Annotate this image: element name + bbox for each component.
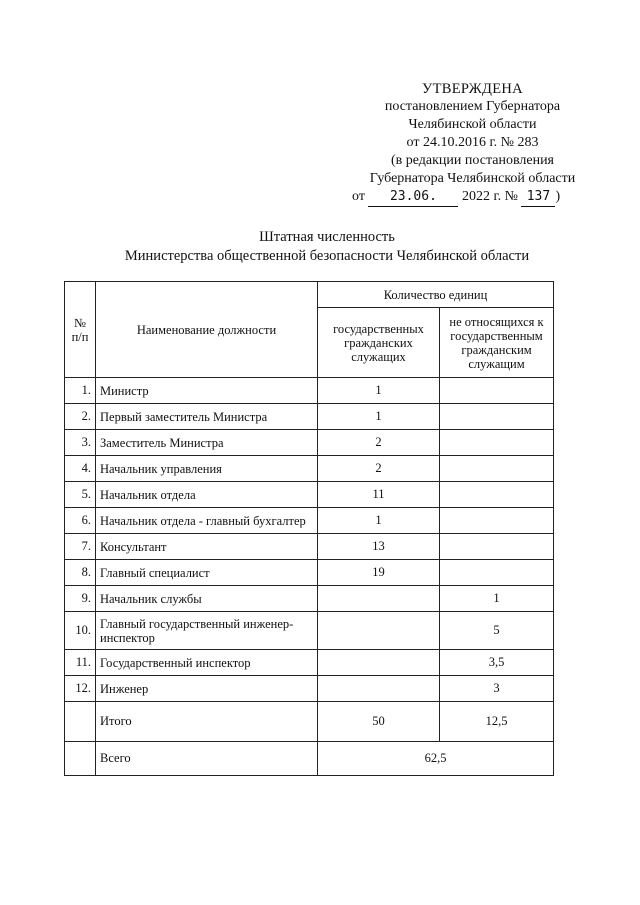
row-civil-count: 11 <box>318 482 440 508</box>
row-civil-count: 2 <box>318 456 440 482</box>
revision-number: 137 <box>521 188 555 207</box>
header-units: Количество единиц <box>318 282 554 308</box>
total-civil: 50 <box>318 702 440 742</box>
grand-total-label: Всего <box>96 742 318 776</box>
table-row <box>65 456 554 482</box>
row-num: 5. <box>65 482 96 508</box>
revision-date-line <box>340 188 605 207</box>
grand-total-row <box>65 742 554 776</box>
table-row <box>65 560 554 586</box>
row-civil-count <box>318 650 440 676</box>
row-non-civil-count <box>440 482 554 508</box>
row-civil-count: 1 <box>318 378 440 404</box>
approval-line: (в редакции постановления <box>390 153 555 168</box>
approval-line: постановлением Губернатора <box>384 99 561 114</box>
table-row <box>65 430 554 456</box>
row-position: Заместитель Министра <box>96 430 318 456</box>
grand-total-num-cell <box>65 742 96 776</box>
row-num: 2. <box>65 404 96 430</box>
row-num: 11. <box>65 650 96 676</box>
row-civil-count: 1 <box>318 404 440 430</box>
row-civil-count: 19 <box>318 560 440 586</box>
row-position: Начальник службы <box>96 586 318 612</box>
date-prefix: от <box>352 189 365 204</box>
total-num-cell <box>65 702 96 742</box>
row-num: 6. <box>65 508 96 534</box>
row-non-civil-count <box>440 456 554 482</box>
row-position: Начальник управления <box>96 456 318 482</box>
title-line-2: Министерства общественной безопасности Челябинской области <box>124 248 530 264</box>
row-position: Начальник отдела <box>96 482 318 508</box>
header-non-civil: не относящихся к государственным гражданским служащим <box>440 308 554 378</box>
table-row <box>65 378 554 404</box>
table-row <box>65 676 554 702</box>
row-non-civil-count <box>440 404 554 430</box>
row-non-civil-count: 3,5 <box>440 650 554 676</box>
row-position: Инженер <box>96 676 318 702</box>
row-civil-count: 2 <box>318 430 440 456</box>
row-num: 9. <box>65 586 96 612</box>
row-civil-count: 13 <box>318 534 440 560</box>
document-title <box>0 228 640 266</box>
row-num: 10. <box>65 612 96 650</box>
close-paren: ) <box>555 189 561 204</box>
approval-line: Челябинской области <box>408 117 537 132</box>
total-row <box>65 702 554 742</box>
row-num: 3. <box>65 430 96 456</box>
table-row <box>65 534 554 560</box>
row-num: 7. <box>65 534 96 560</box>
row-non-civil-count <box>440 430 554 456</box>
row-position: Первый заместитель Министра <box>96 404 318 430</box>
row-num: 8. <box>65 560 96 586</box>
row-non-civil-count <box>440 560 554 586</box>
row-non-civil-count: 5 <box>440 612 554 650</box>
total-non-civil: 12,5 <box>440 702 554 742</box>
row-civil-count <box>318 586 440 612</box>
total-label: Итого <box>96 702 318 742</box>
table-row <box>65 650 554 676</box>
row-position: Министр <box>96 378 318 404</box>
table-row <box>65 482 554 508</box>
row-position: Начальник отдела - главный бухгалтер <box>96 508 318 534</box>
approval-line: от 24.10.2016 г. № 283 <box>406 135 539 150</box>
table-row <box>65 586 554 612</box>
staff-table <box>64 281 554 776</box>
header-name: Наименование должности <box>96 282 318 378</box>
row-num: 4. <box>65 456 96 482</box>
row-non-civil-count <box>440 534 554 560</box>
row-num: 12. <box>65 676 96 702</box>
table-row <box>65 508 554 534</box>
header-civil: государственных гражданских служащих <box>318 308 440 378</box>
grand-total-value: 62,5 <box>318 742 554 776</box>
row-civil-count: 1 <box>318 508 440 534</box>
approval-heading: УТВЕРЖДЕНА <box>422 81 523 97</box>
table-row <box>65 612 554 650</box>
row-position: Консультант <box>96 534 318 560</box>
approval-block <box>340 80 605 207</box>
row-num: 1. <box>65 378 96 404</box>
header-num: № п/п <box>65 282 96 378</box>
row-civil-count <box>318 676 440 702</box>
row-non-civil-count: 1 <box>440 586 554 612</box>
row-non-civil-count <box>440 378 554 404</box>
row-non-civil-count: 3 <box>440 676 554 702</box>
title-line-1: Штатная численность <box>259 229 395 245</box>
approval-line: Губернатора Челябинской области <box>369 171 576 186</box>
row-non-civil-count <box>440 508 554 534</box>
table-row <box>65 404 554 430</box>
row-position: Государственный инспектор <box>96 650 318 676</box>
revision-date: 23.06. <box>368 188 458 207</box>
row-position: Главный специалист <box>96 560 318 586</box>
row-civil-count <box>318 612 440 650</box>
revision-year: 2022 г. № <box>461 189 518 204</box>
row-position: Главный государственный инженер-инспектор <box>96 612 318 650</box>
